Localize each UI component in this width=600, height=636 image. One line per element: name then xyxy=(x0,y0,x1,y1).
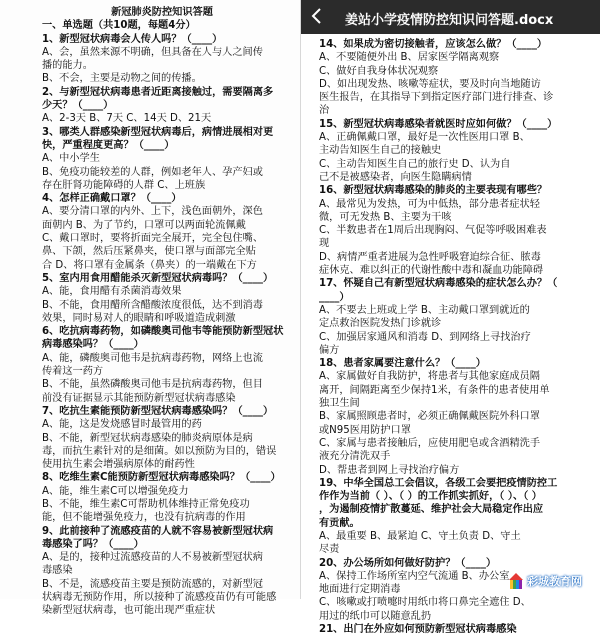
question-line: 19、中华全国总工会倡议，各级工会要把疫情防控工 xyxy=(319,477,558,489)
option-line: 现 xyxy=(319,238,330,250)
option-line: D、病情严重者进展为急性呼吸窘迫综合征、脓毒 xyxy=(319,251,541,263)
left-page-text xyxy=(0,0,300,618)
option-line: C、家属与患者接触后，应使用肥皂或含酒精洗手 xyxy=(319,437,541,449)
option-line: C、半数患者在1周后出现胸闷、气促等呼吸困难表 xyxy=(319,225,547,237)
question-line: 9、此前接种了流感疫苗的人就不容易被新型冠状病 xyxy=(42,525,274,537)
option-line: B、不是，流感疫苗主要是预防流感的，对新型冠 xyxy=(42,578,263,590)
option-line: C、做好自我身体状况观察 xyxy=(319,65,439,77)
document-title: 姜站小学疫情防控知识问答题.docx xyxy=(345,13,554,28)
phone-document-view xyxy=(300,0,600,636)
option-line: C、主动告知医生自己的旅行史 D、认为自 xyxy=(319,158,511,170)
question-line: 快，严重程度更高？（____） xyxy=(42,139,175,151)
question-line: 1、新型冠状病毒会人传人吗？（____） xyxy=(42,33,223,45)
question-line: 有贡献。 xyxy=(319,517,360,529)
option-line: 或N95医用防护口罩 xyxy=(319,424,411,436)
option-line: 尽责 xyxy=(319,544,340,556)
option-line: 己不是被感染者，向医生隐瞒病情 xyxy=(319,171,472,183)
question-line: 21、出门在外应如何预防新型冠状病毒感染 xyxy=(319,624,517,636)
option-line: A、保持工作场所室内空气流通 B、办公室 xyxy=(319,570,510,582)
option-line: A、能，维生素C可以增强免疫力 xyxy=(42,485,189,497)
option-line: 效果，同时易对人的眼睛和呼吸道造成刺激 xyxy=(42,312,236,324)
option-line: 传着这一药方 xyxy=(42,366,104,378)
question-line: 7、吃抗生素能预防新型冠状病毒感染吗？（____） xyxy=(42,405,274,417)
option-line: B、免疫功能较差的人群，例如老年人、孕产妇或 xyxy=(42,166,263,178)
question-line: 5、室内用食用醋能杀灭新型冠状病毒吗？（____） xyxy=(42,272,274,284)
option-line: 微，可无发热 B、主要为干咳 xyxy=(319,211,452,223)
option-line: 毒，而抗生素针对的是细菌。如以预防为目的，错误 xyxy=(42,445,277,457)
question-line: 8、吃维生素C能预防新型冠状病毒感染吗？（____） xyxy=(42,472,281,484)
option-line: A、2-3天 B、7天 C、14天 D、21天 xyxy=(42,113,212,125)
question-line: 毒感染了吗？（____） xyxy=(42,538,144,550)
question-line: 4、怎样正确戴口罩？（____） xyxy=(42,193,182,205)
question-line: ____） xyxy=(319,291,350,303)
option-line: A、是的，接种过流感疫苗的人不易被新型冠状病 xyxy=(42,552,263,564)
option-line: B、不能，维生素C可帮助机体维持正常免疫功 xyxy=(42,498,250,510)
document-heading: 新冠肺炎防控知识答题 xyxy=(111,7,213,18)
option-line: A、能，食用醋有杀菌消毒效果 xyxy=(42,286,182,298)
question-line: 16、新型冠状病毒感染的肺炎的主要表现有哪些？ xyxy=(319,185,548,197)
question-line: 15、新型冠状病毒感染者就医时应如何做？（____） xyxy=(319,118,558,130)
option-line: 毒感染 xyxy=(42,565,73,577)
option-line: 液充分清洗双手 xyxy=(319,451,391,463)
option-line: A、能，这是发烧感冒时最管用的药 xyxy=(42,419,202,431)
option-line: A、家属做好自我防护，将患者与其他家庭成员隔 xyxy=(319,371,540,383)
option-line: C、咳嗽或打喷嚏时用纸巾将口鼻完全遮住 D、 xyxy=(319,597,531,609)
option-line: 合 D、将口罩有金属条（鼻夹）的一端戴在下方 xyxy=(42,259,257,271)
option-line: B、家属照顾患者时，必须正确佩戴医院外科口罩 xyxy=(319,411,540,423)
option-line: 定点救治医院发热门诊就诊 xyxy=(319,318,442,330)
option-line: 偏方 xyxy=(319,344,340,356)
question-line: 3、哪类人群感染新型冠状病毒后，病情进展相对更 xyxy=(42,126,274,138)
rainbow-house-logo-icon xyxy=(508,572,524,590)
option-line: 染新型冠状病毒，也可能出现严重症状 xyxy=(42,605,216,617)
option-line: B、不能，新型冠状病毒感染的肺炎病原体是病 xyxy=(42,432,253,444)
option-line: B、不会，主要是动物之间的传播。 xyxy=(42,73,202,85)
option-line: 症休克、难以纠正的代谢性酸中毒和凝血功能障碍 xyxy=(319,265,544,277)
document-app-bar xyxy=(301,0,600,34)
option-line: A、正确佩戴口罩，最好是一次性医用口罩 B、 xyxy=(319,132,530,144)
option-line: A、能，磷酸奥司他韦是抗病毒药物，网络上也流 xyxy=(42,352,263,364)
option-line: 使用抗生素会增强病原体的耐药性 xyxy=(42,459,195,471)
question-line: 病毒感染吗？（____） xyxy=(42,339,144,351)
question-line: 2、与新型冠状病毒患者近距离接触过，需要隔离多 xyxy=(42,86,274,98)
option-line: B、不能，虽然磷酸奥司他韦是抗病毒药物，但目 xyxy=(42,379,263,391)
option-line: A、中小学生 xyxy=(42,153,100,165)
option-line: 离开，间隔距离至少保持1米，有条件的患者使用单 xyxy=(319,384,550,396)
option-line: B、不能，食用醋所含醋酸浓度很低，达不到消毒 xyxy=(42,299,263,311)
right-page-text xyxy=(301,34,600,636)
option-line: A、会，虽然来源不明确，但具备在人与人之间传 xyxy=(42,46,263,58)
option-line: 播的能力。 xyxy=(42,60,93,72)
option-line: A、最重要 B、最紧迫 C、守土负责 D、守土 xyxy=(319,530,521,542)
question-line: 6、吃抗病毒药物，如磷酸奥司他韦等能预防新型冠状 xyxy=(42,326,284,338)
option-line: 前没有证据显示其能预防新型冠状病毒感染 xyxy=(42,392,236,404)
option-line: A、要分清口罩的内外、上下，浅色面朝外，深色 xyxy=(42,206,263,218)
option-line: C、戴口罩时，要将折面完全展开，完全包住嘴、 xyxy=(42,233,264,245)
option-line: A、不要随便外出 B、居家医学隔离观察 xyxy=(319,52,500,64)
question-line: 少天？（____） xyxy=(42,100,114,112)
question-line: ，为遏制疫情扩散蔓延、维护社会大局稳定作出应 xyxy=(319,504,544,516)
option-line: D、如出现发热、咳嗽等症状，要及时向当地随访 xyxy=(319,78,541,90)
option-line: C、加强居家通风和消毒 D、到网络上寻找治疗 xyxy=(319,331,531,343)
option-line: A、最常见为发热，可为中低热，部分患者症状轻 xyxy=(319,198,540,210)
option-line: 存在肝肾功能障碍的人群 C、上班族 xyxy=(42,179,206,191)
option-line: D、帮患者到网上寻找治疗偏方 xyxy=(319,464,460,476)
scanned-quiz-page xyxy=(0,0,300,617)
option-line: 面朝内 B、为了节约，口罩可以两面轮流佩戴 xyxy=(42,219,246,231)
option-line: 独卫生间 xyxy=(319,398,360,410)
chevron-left-icon[interactable] xyxy=(311,8,323,24)
option-line: A、不要去上班或上学 B、主动戴口罩到就近的 xyxy=(319,304,530,316)
option-line: 主动告知医生自己的接触史 xyxy=(319,145,442,157)
question-line: 17、怀疑自己有新型冠状病毒感染的症状怎么办？（ xyxy=(319,278,558,290)
question-line: 18、患者家属要注意什么？（____） xyxy=(319,358,486,370)
option-line: 地面进行定期消毒 xyxy=(319,584,401,596)
option-line: 治 xyxy=(319,105,330,117)
option-line: 医生报告，在其指导下到指定医疗部门进行排查、诊 xyxy=(319,92,554,104)
watermark xyxy=(508,569,594,593)
question-line: 14、如果成为密切接触者，应该怎么做？（____） xyxy=(319,39,548,50)
question-line: 一、单选题（共10题，每题4分） xyxy=(42,20,196,32)
question-line: 作作为当前（ ）、（ ）的工作抓实抓好，（ ）、（ ） xyxy=(319,491,542,503)
option-line: 用过的纸巾可以随意乱扔 xyxy=(319,610,432,622)
option-line: 状病毒无预防作用，所以接种了流感疫苗仍有可能感 xyxy=(42,592,277,604)
question-line: 20、办公场所如何做好防护？（____） xyxy=(319,557,497,569)
option-line: 鼻、下颌，然后压紧鼻夹，使口罩与面部完全贴 xyxy=(42,246,256,258)
option-line: 能，但不能增强免疫力，也没有抗病毒的作用 xyxy=(42,512,246,524)
watermark-text: 彩城教育网 xyxy=(527,575,582,588)
